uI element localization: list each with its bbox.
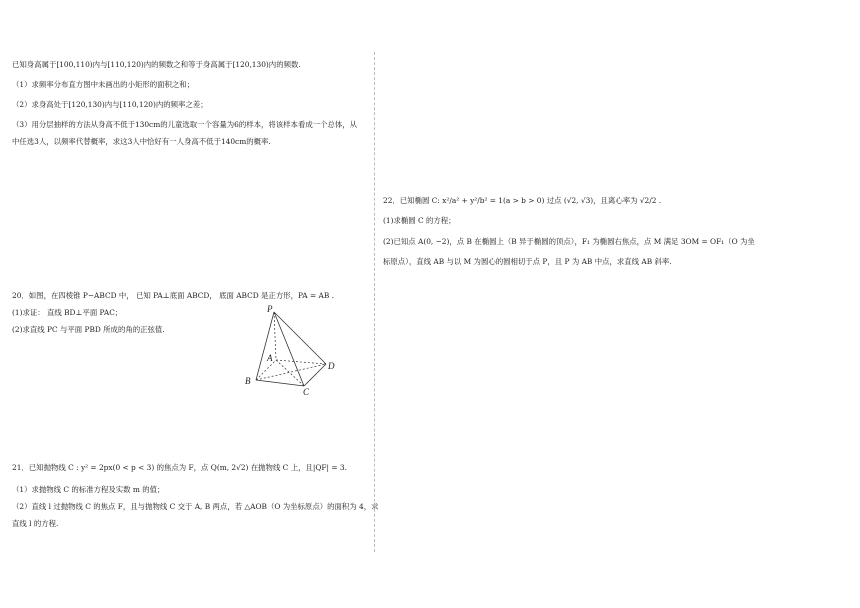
q22-part2-line1: (2)已知点 A(0, −2)，点 B 在椭圆上（B 异于椭圆的顶点），F₁ 为椭圆右焦点，点 M 满足 3OM = OF₁（O 为坐 xyxy=(383,237,755,246)
q21-part1: （1）求抛物线 C 的标准方程及实数 m 的值； xyxy=(12,485,165,494)
q20-intro: 20．如图，在四棱锥 P−ABCD 中， 已知 PA⊥底面 ABCD， 底面 ABCD 是正方形，PA = AB . xyxy=(12,291,334,300)
q22-part1: (1)求椭圆 C 的方程； xyxy=(383,216,456,225)
label-D: D xyxy=(328,361,335,371)
edge-BC xyxy=(256,380,304,386)
q20-part1: (1)求证： 直线 BD⊥平面 PAC； xyxy=(12,308,123,317)
column-divider xyxy=(374,52,375,552)
label-P: P xyxy=(267,304,273,314)
label-A: A xyxy=(267,353,273,363)
edge-PB xyxy=(256,312,274,380)
edge-AD-hidden xyxy=(276,360,326,364)
q22-part2-line2: 标原点），直线 AB 与以 M 为圆心的圆相切于点 P，且 P 为 AB 中点，求直线 AB 斜率. xyxy=(383,257,672,266)
pyramid-figure xyxy=(236,302,348,396)
left-column xyxy=(0,0,379,608)
right-column xyxy=(376,0,860,608)
q19-part1: （1）求频率分布直方图中未画出的小矩形的面积之和； xyxy=(12,80,195,89)
edge-CD xyxy=(304,364,326,386)
q19-part3-line1: （3）用分层抽样的方法从身高不低于130cm的儿童选取一个容量为6的样本，将该样本看成一个总体，从 xyxy=(12,120,358,129)
q21-part2-line1: （2）直线 l 过抛物线 C 的焦点 F，且与抛物线 C 交于 A, B 两点，若 △AOB（O 为坐标原点）的面积为 4，求 xyxy=(12,502,379,511)
q19-part2: （2）求身高处于[120,130)内与[110,120)内的频率之差； xyxy=(12,100,208,109)
edge-PA-hidden xyxy=(274,312,276,360)
q21-intro: 21．已知抛物线 C : y² = 2px(0 < p < 3) 的焦点为 F，点 Q(m, 2√2) 在抛物线 C 上，且|QF| = 3. xyxy=(12,463,347,472)
diagonal-BD-hidden xyxy=(256,364,326,380)
q19-part3-line2: 中任选3人，以频率代替概率，求这3人中恰好有一人身高不低于140cm的概率. xyxy=(12,137,271,146)
edge-PC xyxy=(274,312,304,386)
q22-intro: 22．已知椭圆 C: x²/a² + y²/b² = 1(a > b > 0) 过点 (√2, √3)，且离心率为 √2/2 . xyxy=(383,196,662,205)
q21-part2-line2: 直线 l 的方程. xyxy=(12,519,59,528)
edge-PD xyxy=(274,312,326,364)
q20-part2: (2)求直线 PC 与平面 PBD 所成的角的正弦值. xyxy=(12,325,165,334)
diagonal-AC-hidden xyxy=(276,360,304,386)
label-B: B xyxy=(245,376,251,386)
q19-intro: 已知身高属于[100,110)内与[110,120)内的频数之和等于身高属于[120,130)内的频数. xyxy=(12,60,301,69)
label-C: C xyxy=(303,387,310,396)
